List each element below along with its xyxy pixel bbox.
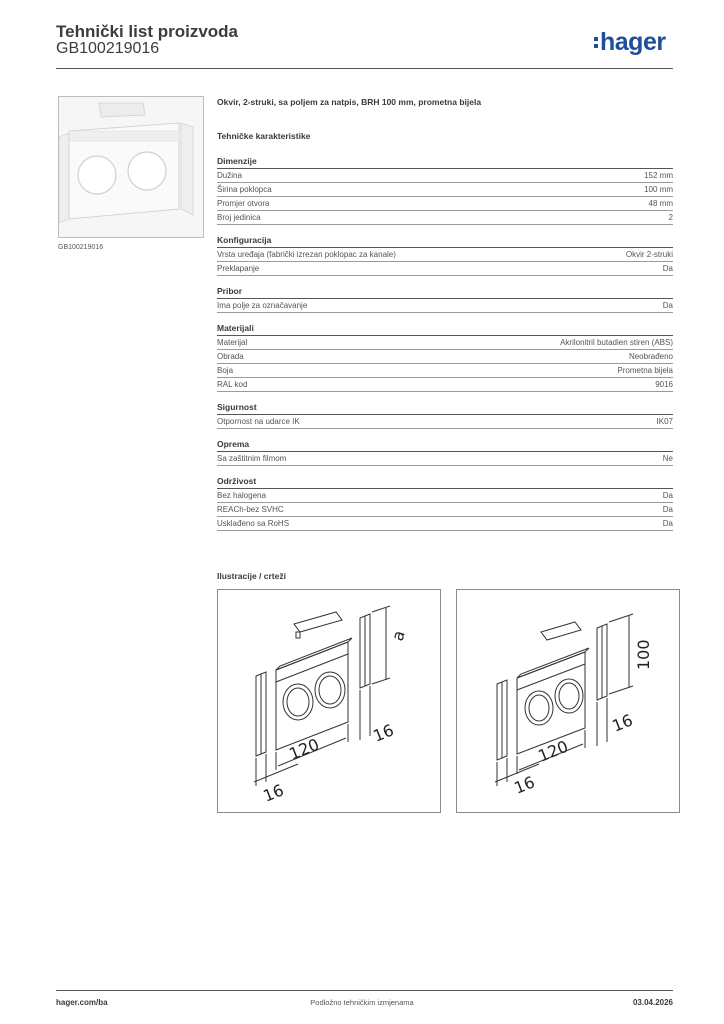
spec-value: 100 mm: [644, 185, 673, 194]
spec-value: IK07: [656, 417, 673, 426]
spec-label: Ima polje za označavanje: [217, 301, 308, 310]
spec-row: [217, 211, 673, 225]
spec-row: [217, 197, 673, 211]
spec-section-title: Materijali: [217, 323, 673, 336]
logo-dots-icon: [594, 37, 598, 48]
header-divider: [56, 68, 673, 69]
spec-row: [217, 262, 673, 276]
spec-section: [217, 235, 673, 276]
spec-label: Dužina: [217, 171, 242, 180]
spec-section: [217, 439, 673, 466]
spec-row: [217, 336, 673, 350]
spec-label: Broj jedinica: [217, 213, 261, 222]
illustrations-title: Ilustracije / crteži: [217, 571, 286, 581]
spec-row: [217, 364, 673, 378]
tech-characteristics-title: Tehničke karakteristike: [217, 131, 311, 141]
spec-value: 152 mm: [644, 171, 673, 180]
spec-value: Ne: [662, 454, 673, 463]
technical-drawing-1: [217, 589, 441, 813]
spec-label: Boja: [217, 366, 234, 375]
spec-value: Da: [662, 491, 673, 500]
spec-row: [217, 503, 673, 517]
spec-row: [217, 415, 673, 429]
hager-logo[interactable]: [594, 28, 666, 56]
spec-value: Neobrađeno: [628, 352, 673, 361]
spec-section-title: Oprema: [217, 439, 673, 452]
spec-value: Da: [662, 264, 673, 273]
drawing2-dim-depth: 16: [511, 772, 538, 798]
spec-label: Preklapanje: [217, 264, 260, 273]
spec-label: Usklađeno sa RoHS: [217, 519, 290, 528]
spec-row: [217, 517, 673, 531]
footer-date: 03.04.2026: [632, 998, 673, 1007]
spec-row: [217, 452, 673, 466]
spec-label: REACh-bez SVHC: [217, 505, 284, 514]
spec-label: RAL kod: [217, 380, 248, 389]
spec-value: 2: [668, 213, 673, 222]
spec-section: [217, 476, 673, 531]
logo-text: hager: [600, 27, 666, 56]
spec-section-title: Održivost: [217, 476, 673, 489]
product-code: GB100219016: [56, 40, 160, 57]
drawing2-dim-side: 16: [609, 710, 636, 736]
spec-value: Akrilonitril butadien stiren (ABS): [560, 338, 673, 347]
spec-section: [217, 402, 673, 429]
spec-value: Prometna bijela: [617, 366, 673, 375]
spec-label: Širina poklopca: [217, 185, 272, 194]
footer-note: Podložno tehničkim izmjenama: [310, 998, 414, 1007]
product-image: [58, 96, 204, 238]
spec-row: [217, 248, 673, 262]
spec-section-title: Konfiguracija: [217, 235, 673, 248]
spec-label: Otpornost na udarce IK: [217, 417, 300, 426]
spec-row: [217, 169, 673, 183]
spec-label: Obrada: [217, 352, 244, 361]
drawing2-dim-width: 120: [535, 736, 571, 766]
spec-label: Materijal: [217, 338, 248, 347]
specs-table: [217, 156, 673, 541]
drawing1-dim-side: 16: [370, 720, 397, 746]
spec-row: [217, 183, 673, 197]
footer-website-link[interactable]: hager.com/ba: [56, 998, 108, 1007]
spec-section-title: Pribor: [217, 286, 673, 299]
spec-value: Da: [662, 301, 673, 310]
product-description: Okvir, 2-struki, sa poljem za natpis, BRH 100 mm, prometna bijela: [217, 97, 482, 107]
spec-label: Sa zaštitnim filmom: [217, 454, 287, 463]
footer-divider: [56, 990, 673, 991]
spec-value: 9016: [655, 380, 673, 389]
spec-label: Vrsta uređaja (fabrički izrezan poklopac za kanale): [217, 250, 396, 259]
drawing1-dim-a: a: [387, 628, 409, 644]
drawing1-dim-width: 120: [286, 734, 322, 764]
drawing1-dim-depth: 16: [260, 780, 287, 806]
spec-section-title: Sigurnost: [217, 402, 673, 415]
spec-row: [217, 378, 673, 392]
technical-drawing-2: [456, 589, 680, 813]
spec-value: 48 mm: [648, 199, 673, 208]
spec-label: Promjer otvora: [217, 199, 270, 208]
drawing2-dim-height: 100: [634, 639, 653, 670]
spec-section: [217, 156, 673, 225]
page-title: Tehnički list proizvoda: [56, 22, 238, 41]
spec-section-title: Dimenzije: [217, 156, 673, 169]
spec-row: [217, 489, 673, 503]
spec-label: Bez halogena: [217, 491, 266, 500]
spec-value: Da: [662, 505, 673, 514]
spec-row: [217, 350, 673, 364]
spec-section: [217, 323, 673, 392]
image-caption: GB100219016: [58, 244, 104, 251]
spec-section: [217, 286, 673, 313]
spec-value: Da: [662, 519, 673, 528]
spec-value: Okvir 2-struki: [625, 250, 673, 259]
spec-row: [217, 299, 673, 313]
